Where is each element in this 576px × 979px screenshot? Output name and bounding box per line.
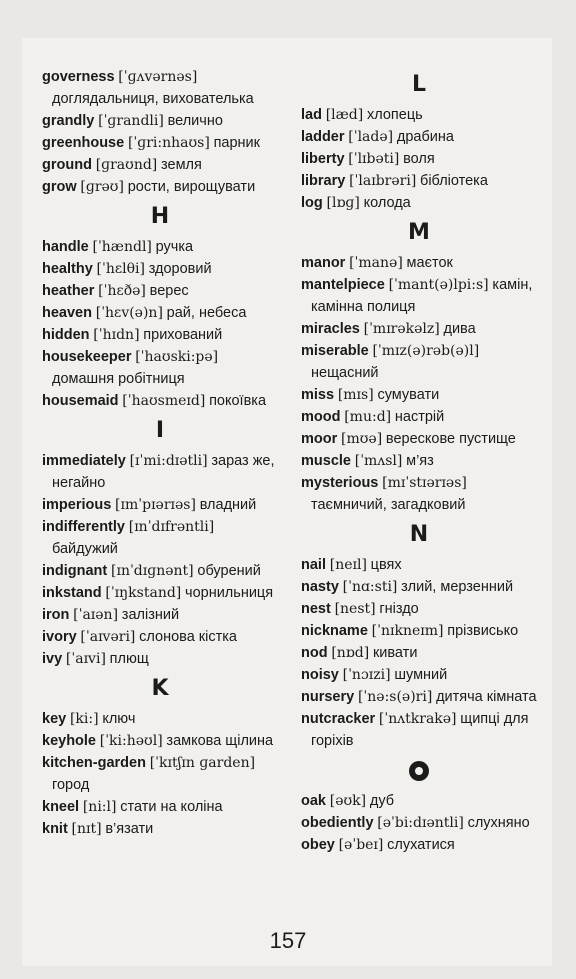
- transcription: [ˈnɔɪzi]: [342, 667, 391, 683]
- headword: iron: [42, 607, 70, 623]
- dictionary-entry: [301, 620, 537, 642]
- transcription: [ˈki:həʊl]: [99, 733, 163, 749]
- dictionary-entry: [301, 708, 537, 752]
- transcription: [ˈkɪtʃɪn ɡarden]: [149, 755, 256, 771]
- dictionary-entry: [301, 252, 537, 274]
- headword: lad: [301, 107, 322, 123]
- transcription: [ˈaɪvəri]: [80, 629, 136, 645]
- transcription: [ˈnə:s(ə)ri]: [357, 689, 433, 705]
- transcription: [neɪl]: [329, 557, 367, 573]
- translation: слухняно: [467, 815, 530, 831]
- transcription: [ɪˈmi:dɪətli]: [129, 453, 208, 469]
- transcription: [ˈhɛðə]: [98, 283, 146, 299]
- translation: ключ: [102, 711, 136, 727]
- dictionary-entry: [42, 450, 278, 494]
- dictionary-entry: [301, 318, 537, 340]
- letter-o-disc: [409, 761, 429, 781]
- translation: прихований: [143, 327, 223, 343]
- headword: grow: [42, 179, 77, 195]
- headword: indignant: [42, 563, 108, 579]
- translation: дива: [443, 321, 476, 337]
- translation: плющ: [109, 651, 149, 667]
- transcription: [ˈhɪdn]: [93, 327, 140, 343]
- headword: heather: [42, 283, 95, 299]
- transcription: [ˈmant(ə)lpi:s]: [388, 277, 489, 293]
- transcription: [nest]: [334, 601, 376, 617]
- headword: knit: [42, 821, 68, 837]
- transcription: [ɡrəʊ]: [80, 179, 124, 195]
- dictionary-entry: [301, 126, 537, 148]
- headword: indifferently: [42, 519, 125, 535]
- headword: ladder: [301, 129, 345, 145]
- transcription: [ki:]: [69, 711, 99, 727]
- transcription: [mu:d]: [344, 409, 392, 425]
- headword: immediately: [42, 453, 126, 469]
- translation: настрій: [394, 409, 445, 425]
- translation: велично: [167, 113, 223, 129]
- headword: housemaid: [42, 393, 119, 409]
- translation: кивати: [372, 645, 418, 661]
- translation: таємничий, загадковий: [311, 497, 466, 513]
- dictionary-entry: [301, 642, 537, 664]
- transcription: [mɪs]: [337, 387, 374, 403]
- transcription: [ni:l]: [82, 799, 117, 815]
- transcription: [ɪnˈdɪfrəntli]: [128, 519, 215, 535]
- headword: hidden: [42, 327, 90, 343]
- transcription: [ˈnʌtkrakə]: [378, 711, 457, 727]
- translation: покоївка: [209, 393, 267, 409]
- translation: зараз же, негайно: [52, 453, 275, 491]
- transcription: [ɪmˈpɪərɪəs]: [115, 497, 196, 513]
- translation: злий, мерзенний: [401, 579, 514, 595]
- translation: воля: [403, 151, 435, 167]
- transcription: [ˈhændl]: [92, 239, 152, 255]
- headword: nickname: [301, 623, 368, 639]
- headword: library: [301, 173, 346, 189]
- translation: гніздо: [379, 601, 419, 617]
- dictionary-entry: [301, 340, 537, 384]
- left-column: [42, 66, 278, 840]
- dictionary-entry: [42, 346, 278, 390]
- transcription: [nɪt]: [71, 821, 102, 837]
- dictionary-entry: [301, 384, 537, 406]
- translation: доглядальниця, вихователька: [52, 91, 254, 107]
- translation: камін, камінна полиця: [311, 277, 533, 315]
- headword: healthy: [42, 261, 93, 277]
- headword: nest: [301, 601, 331, 617]
- dictionary-entry: [301, 274, 537, 318]
- dictionary-entry: [301, 170, 537, 192]
- section-letter: L: [411, 72, 427, 97]
- dictionary-entry: [301, 576, 537, 598]
- transcription: [ˈɪŋkstand]: [105, 585, 182, 601]
- headword: kneel: [42, 799, 80, 815]
- section-letter: I: [155, 418, 165, 443]
- translation: нещасний: [311, 365, 379, 381]
- headword: nursery: [301, 689, 355, 705]
- dictionary-entry: [42, 390, 278, 412]
- page-number: 157: [269, 928, 307, 953]
- headword: manor: [301, 255, 346, 271]
- headword: obey: [301, 837, 335, 853]
- translation: в’язати: [105, 821, 154, 837]
- translation: слухатися: [387, 837, 455, 853]
- headword: key: [42, 711, 67, 727]
- dictionary-entry: [42, 560, 278, 582]
- headword: obediently: [301, 815, 374, 831]
- transcription: [əʊk]: [329, 793, 367, 809]
- headword: handle: [42, 239, 89, 255]
- translation: парник: [213, 135, 260, 151]
- headword: heaven: [42, 305, 92, 321]
- dictionary-entry: [301, 406, 537, 428]
- translation: залізний: [121, 607, 180, 623]
- headword: log: [301, 195, 323, 211]
- transcription: [ˈhaʊski:pə]: [135, 349, 219, 365]
- dictionary-entry: [42, 236, 278, 258]
- dictionary-entry: [301, 192, 537, 214]
- dictionary-entry: [42, 708, 278, 730]
- headword: nail: [301, 557, 326, 573]
- headword: moor: [301, 431, 338, 447]
- dictionary-entry: [301, 472, 537, 516]
- transcription: [ɡraʊnd]: [95, 157, 158, 173]
- translation: рай, небеса: [166, 305, 247, 321]
- section-letter: [301, 752, 537, 790]
- transcription: [ˈmɪz(ə)rəb(ə)l]: [372, 343, 480, 359]
- translation: слонова кістка: [139, 629, 237, 645]
- headword: ivy: [42, 651, 63, 667]
- headword: noisy: [301, 667, 339, 683]
- headword: oak: [301, 793, 326, 809]
- headword: ivory: [42, 629, 77, 645]
- dictionary-entry: [301, 428, 537, 450]
- transcription: [mʊə]: [341, 431, 383, 447]
- headword: mysterious: [301, 475, 379, 491]
- translation: дитяча кімната: [436, 689, 537, 705]
- headword: governess: [42, 69, 115, 85]
- transcription: [ˈlɪbəti]: [348, 151, 400, 167]
- translation: бібліотека: [420, 173, 488, 189]
- headword: mantelpiece: [301, 277, 385, 293]
- transcription: [ˈmɪrəkəlz]: [363, 321, 440, 337]
- translation: город: [52, 777, 90, 793]
- transcription: [lɒɡ]: [326, 195, 360, 211]
- headword: ground: [42, 157, 92, 173]
- headword: inkstand: [42, 585, 102, 601]
- transcription: [læd]: [325, 107, 364, 123]
- transcription: [ɪnˈdɪɡnənt]: [111, 563, 194, 579]
- dictionary-entry: [301, 554, 537, 576]
- translation: замкова щілина: [166, 733, 274, 749]
- translation: сумувати: [377, 387, 440, 403]
- translation: маєток: [406, 255, 453, 271]
- translation: обурений: [197, 563, 261, 579]
- translation: здоровий: [148, 261, 212, 277]
- transcription: [ˈmanə]: [349, 255, 403, 271]
- transcription: [ˈaɪvi]: [65, 651, 106, 667]
- translation: владний: [199, 497, 257, 513]
- dictionary-entry: [42, 752, 278, 796]
- dictionary-entry: [301, 148, 537, 170]
- dictionary-entry: [42, 302, 278, 324]
- dictionary-entry: [42, 730, 278, 752]
- transcription: [ˈhɛv(ə)n]: [95, 305, 163, 321]
- dictionary-entry: [42, 494, 278, 516]
- transcription: [əˈbi:dɪəntli]: [377, 815, 464, 831]
- right-column: [301, 66, 537, 856]
- headword: miserable: [301, 343, 369, 359]
- dictionary-entry: [42, 154, 278, 176]
- dictionary-entry: [42, 110, 278, 132]
- translation: м’яз: [406, 453, 434, 469]
- transcription: [ˈhɛlθi]: [96, 261, 145, 277]
- headword: nod: [301, 645, 328, 661]
- dictionary-entry: [301, 664, 537, 686]
- translation: драбина: [396, 129, 454, 145]
- transcription: [ˈlaɪbrəri]: [349, 173, 417, 189]
- translation: верес: [149, 283, 189, 299]
- translation: щипці для горіхів: [311, 711, 529, 749]
- dictionary-entry: [301, 834, 537, 856]
- headword: nutcracker: [301, 711, 376, 727]
- dictionary-entry: [301, 790, 537, 812]
- translation: стати на коліна: [120, 799, 223, 815]
- transcription: [ˈhaʊsmeɪd]: [122, 393, 206, 409]
- translation: земля: [161, 157, 202, 173]
- translation: цвях: [370, 557, 402, 573]
- dictionary-entry: [42, 604, 278, 626]
- headword: greenhouse: [42, 135, 125, 151]
- translation: колода: [363, 195, 411, 211]
- translation: ручка: [155, 239, 194, 255]
- headword: housekeeper: [42, 349, 132, 365]
- dictionary-entry: [42, 280, 278, 302]
- headword: muscle: [301, 453, 351, 469]
- dictionary-entry: [42, 132, 278, 154]
- transcription: [əˈbeɪ]: [338, 837, 384, 853]
- dictionary-entry: [42, 818, 278, 840]
- transcription: [ˈnɑ:sti]: [342, 579, 398, 595]
- section-letter: M: [408, 220, 430, 245]
- translation: рости, вирощувати: [127, 179, 256, 195]
- section-letter: K: [151, 676, 169, 701]
- translation: прізвисько: [447, 623, 519, 639]
- dictionary-entry: [42, 258, 278, 280]
- transcription: [nɒd]: [331, 645, 370, 661]
- dictionary-entry: [42, 66, 278, 110]
- section-letter: H: [150, 204, 170, 229]
- translation: верескове пустище: [385, 431, 516, 447]
- headword: miss: [301, 387, 335, 403]
- headword: mood: [301, 409, 341, 425]
- headword: grandly: [42, 113, 95, 129]
- transcription: [ˈɡʌvərnəs]: [118, 69, 198, 85]
- transcription: [ˈɡri:nhaʊs]: [127, 135, 210, 151]
- translation: чорнильниця: [185, 585, 274, 601]
- dictionary-entry: [301, 686, 537, 708]
- section-letter: N: [409, 522, 429, 547]
- headword: imperious: [42, 497, 112, 513]
- transcription: [ˈnɪkneɪm]: [371, 623, 444, 639]
- transcription: [ˈmʌsl]: [354, 453, 403, 469]
- dictionary-entry: [42, 516, 278, 560]
- dictionary-entry: [42, 324, 278, 346]
- dictionary-entry: [42, 582, 278, 604]
- dictionary-entry: [301, 450, 537, 472]
- transcription: [ˈaɪən]: [73, 607, 119, 623]
- translation: дуб: [369, 793, 395, 809]
- headword: nasty: [301, 579, 339, 595]
- headword: kitchen-garden: [42, 755, 146, 771]
- translation: шумний: [394, 667, 448, 683]
- transcription: [ˈɡrandli]: [98, 113, 164, 129]
- dictionary-entry: [301, 104, 537, 126]
- dictionary-entry: [42, 626, 278, 648]
- transcription: [ˈladə]: [348, 129, 394, 145]
- translation: хлопець: [366, 107, 423, 123]
- dictionary-entry: [42, 176, 278, 198]
- dictionary-entry: [42, 648, 278, 670]
- translation: байдужий: [52, 541, 118, 557]
- headword: keyhole: [42, 733, 96, 749]
- transcription: [mɪˈstɪərɪəs]: [382, 475, 467, 491]
- dictionary-entry: [301, 812, 537, 834]
- dictionary-entry: [42, 796, 278, 818]
- headword: liberty: [301, 151, 345, 167]
- headword: miracles: [301, 321, 360, 337]
- dictionary-entry: [301, 598, 537, 620]
- translation: домашня робітниця: [52, 371, 185, 387]
